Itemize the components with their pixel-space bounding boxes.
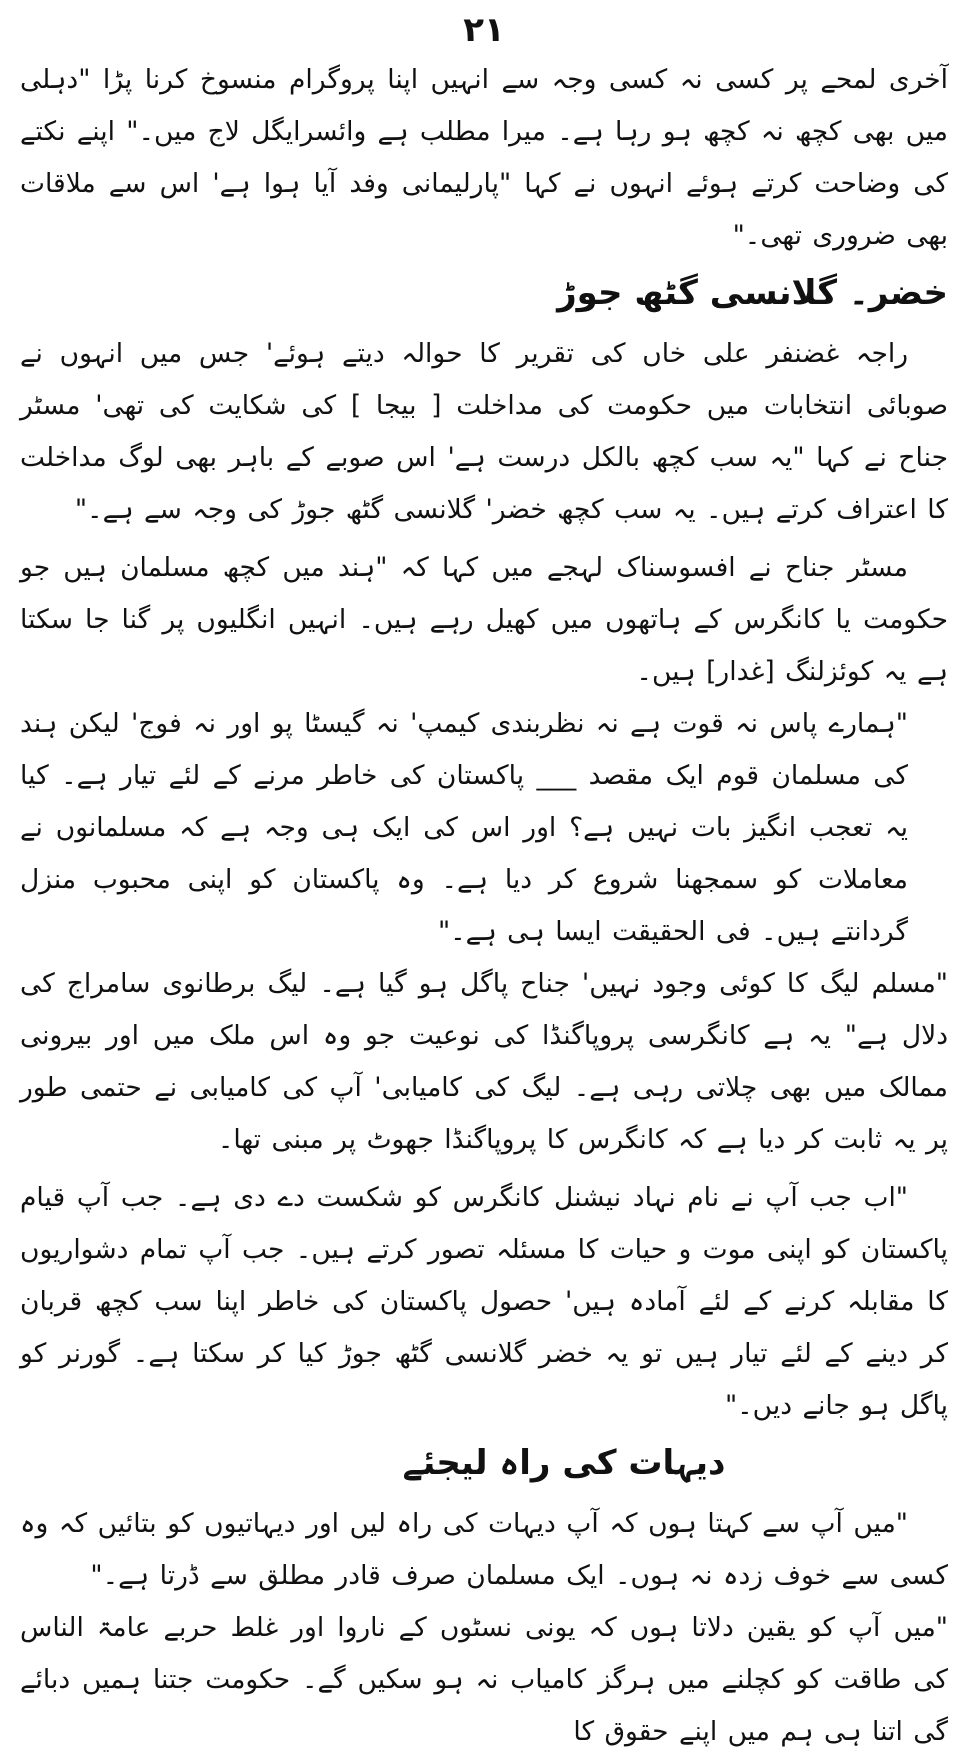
paragraph-intro: آخری لمحے پر کسی نہ کسی وجہ سے انہیں اپنا پروگرام منسوخ کرنا پڑا "دہلی میں بھی کچھ نہ کچھ ہو رہا ہے۔ میرا مطلب ہے وائسرایگل لاج میں۔" اپنے نکتے کی وضاحت کرتے ہوئے انہوں نے کہا "پارلیمانی وفد آیا ہوا ہے' اس سے ملاقات بھی ضروری تھی۔" (20, 64, 948, 251)
paragraph-unionists: "میں آپ کو یقین دلاتا ہوں کہ یونی نسٹوں کے ناروا اور غلط حربے عامۃ الناس کی طاقت کو کچلنے میں ہرگز کامیاب نہ ہو سکیں گے۔ حکومت جتنا ہمیں دبائے گی اتنا ہی ہم میں اپنے حقوق کا (20, 1612, 948, 1747)
paragraph-jinnah-regret: مسٹر جناح نے افسوسناک لہجے میں کہا کہ "ہند میں کچھ مسلمان ہیں جو حکومت یا کانگرس کے ہاتھوں میں کھیل رہے ہیں۔ انہیں انگلیوں پر گنا جا سکتا ہے یہ کوئزلنگ [غدار] ہیں۔ (20, 552, 948, 687)
paragraph-muslim-league: "مسلم لیگ کا کوئی وجود نہیں' جناح پاگل ہو گیا ہے۔ لیگ برطانوی سامراج کی دلال ہے" یہ ہے کانگرسی پروپاگنڈا کی نوعیت جو وہ اس ملک میں اور بیرونی ممالک میں بھی چلاتی رہی ہے۔ لیگ کی کامیابی' آپ کی کامیابی نے حتمی طور پر یہ ثابت کر دیا ہے کہ کانگرس کا پروپاگنڈا جھوٹ پر مبنی تھا۔ (20, 968, 948, 1155)
paragraph-raja-ghazanfar: راجہ غضنفر علی خاں کی تقریر کا حوالہ دیتے ہوئے' جس میں انہوں نے صوبائی انتخابات میں حکومت کی مداخلت [ بیجا ] کی شکایت کی تھی' مسٹر جناح نے کہا "یہ سب کچھ بالکل درست ہے' اس صوبے کے باہر بھی لوگ مداخلت کا اعتراف کرتے ہیں۔ یہ سب کچھ خضر' گلانسی گٹھ جوڑ کی وجہ سے ہے۔" (20, 338, 948, 525)
paragraph-no-force: "ہمارے پاس نہ قوت ہے نہ نظربندی کیمپ' نہ گیسٹا پو اور نہ فوج' لیکن ہند کی مسلمان قوم ایک مقصد ___ پاکستان کی خاطر مرنے کے لئے تیار ہے۔ کیا یہ تعجب انگیز بات نہیں ہے؟ اور اس کی ایک ہی وجہ ہے کہ مسلمانوں نے معاملات کو سمجھنا شروع کر دیا ہے۔ وہ پاکستان کو اپنی محبوب منزل گردانتے ہیں۔ فی الحقیقت ایسا ہی ہے۔" (20, 708, 908, 947)
section-heading-khizar-glancy: خضر۔ گلانسی گٹھ جوڑ (557, 273, 948, 313)
page-number: ۲۱ (463, 10, 505, 50)
paragraph-national-congress: "اب جب آپ نے نام نہاد نیشنل کانگرس کو شکست دے دی ہے۔ جب آپ قیام پاکستان کو اپنی موت و حیات کا مسئلہ تصور کرتے ہیں۔ جب آپ تمام دشواریوں کا مقابلہ کرنے کے لئے آمادہ ہیں' حصول پاکستان کی خاطر اپنا سب کچھ قربان کر دینے کے لئے تیار ہیں تو یہ خضر گلانسی گٹھ جوڑ کیا کر سکتا ہے۔ گورنر کو پاگل ہو جانے دیں۔" (20, 1182, 948, 1421)
section-heading-villages: دیہات کی راہ لیجئے (402, 1443, 726, 1483)
paragraph-go-to-villages: "میں آپ سے کہتا ہوں کہ آپ دیہات کی راہ لیں اور دیہاتیوں کو بتائیں کہ وہ کسی سے خوف زدہ نہ ہوں۔ ایک مسلمان صرف قادر مطلق سے ڈرتا ہے۔" (20, 1508, 948, 1591)
